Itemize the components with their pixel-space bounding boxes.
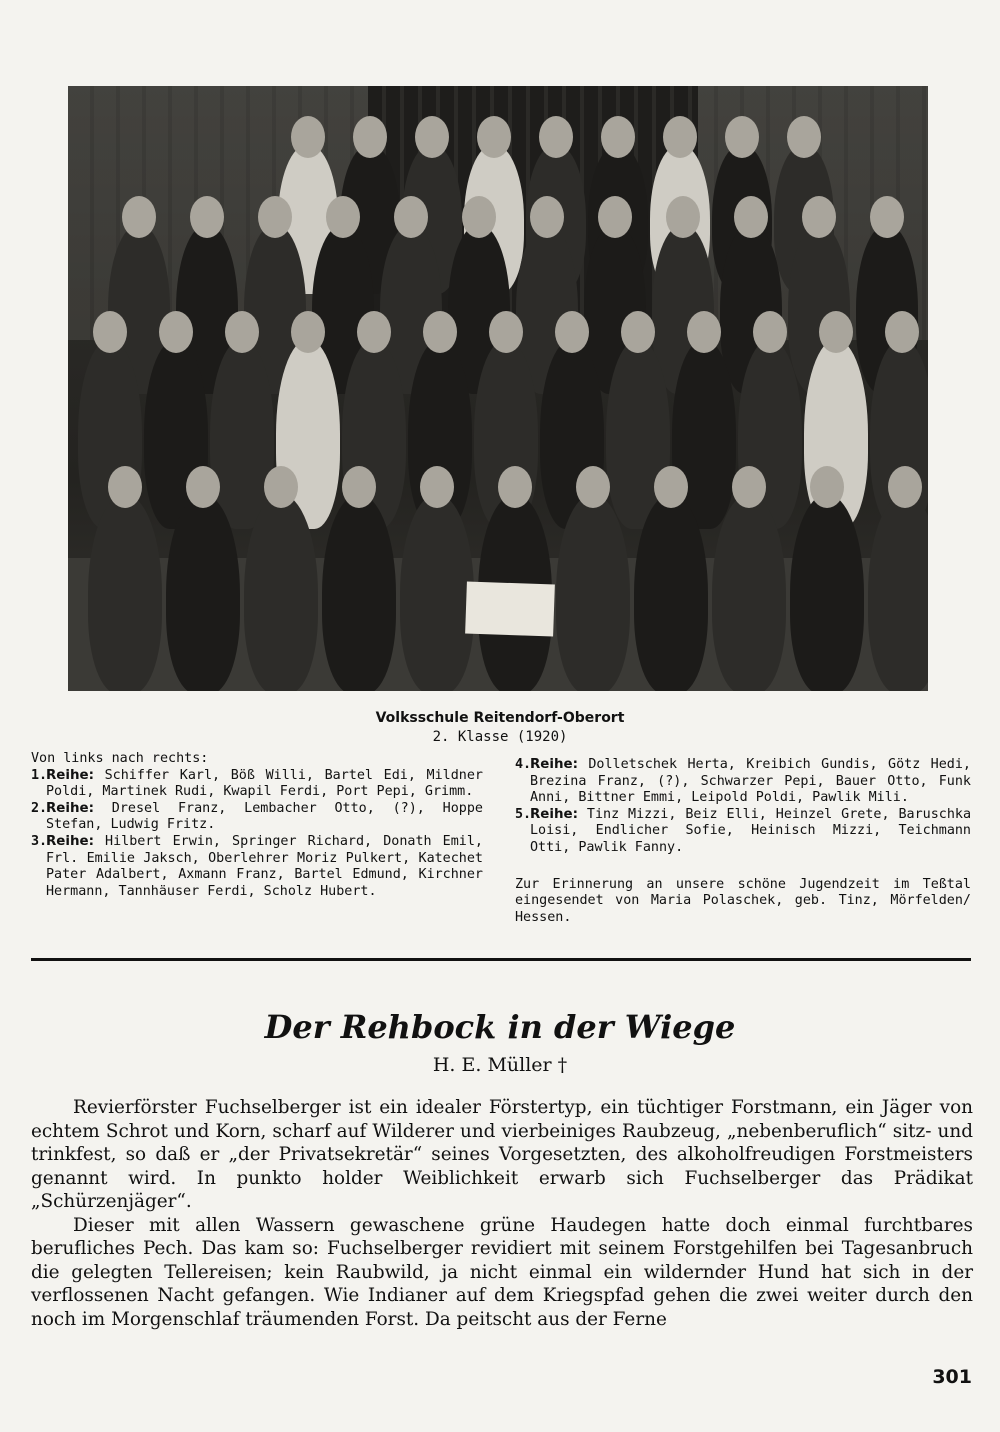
photo-figure xyxy=(88,494,162,691)
row-label: Reihe: xyxy=(46,833,94,849)
article-title: Der Rehbock in der Wiege xyxy=(264,1008,736,1046)
photo-face xyxy=(423,311,457,353)
photo-face xyxy=(601,116,635,158)
photo-face xyxy=(122,196,156,238)
photo-face xyxy=(420,466,454,508)
photo-face xyxy=(498,466,532,508)
photo-face xyxy=(291,311,325,353)
photo-face xyxy=(291,116,325,158)
caption-row-entry xyxy=(31,834,483,900)
row-label: Reihe: xyxy=(530,806,578,822)
photo-face xyxy=(326,196,360,238)
article-paragraph: Dieser mit allen Wassern gewaschene grüne Haudegen hatte doch einmal furchtbares berufliches Pech. Das kam so: Fuchselberger revidiert mit seinem Forstgehilfen bei Tagesanbruch die gelegten Tellereisen; kein Raubwild, ja nicht einmal ein wildernder Hund hat sich in der verflossenen Nacht gefangen. Wie Indianer auf dem Kriegspfad gehen die zwei weiter durch den noch im Morgenschlaf träumenden Forst. Da peitscht aus der Ferne xyxy=(31,1214,973,1330)
caption-title: Volksschule Reitendorf-Oberort xyxy=(375,710,625,726)
photo-face xyxy=(734,196,768,238)
photo-face xyxy=(787,116,821,158)
photo-face xyxy=(555,311,589,353)
photo-face xyxy=(725,116,759,158)
photo-face xyxy=(888,466,922,508)
photo-face xyxy=(802,196,836,238)
photo-face xyxy=(663,116,697,158)
row-number: 3. xyxy=(31,833,48,849)
photo-face xyxy=(489,311,523,353)
caption-row-entry xyxy=(31,768,483,801)
caption-row-entry xyxy=(31,801,483,834)
photo-face xyxy=(621,311,655,353)
photo-figure xyxy=(400,494,474,691)
photo-slate xyxy=(465,581,555,636)
photo-figure xyxy=(868,494,928,691)
section-divider xyxy=(31,958,971,961)
photo-face xyxy=(539,116,573,158)
row-names: Dresel Franz, Lembacher Otto, (?), Hoppe Stefan, Ludwig Fritz. xyxy=(46,800,483,833)
row-number: 5. xyxy=(515,806,532,822)
photo-figure xyxy=(790,494,864,691)
row-label: Reihe: xyxy=(46,767,94,783)
photo-face xyxy=(186,466,220,508)
row-number: 1. xyxy=(31,767,48,783)
photo-face xyxy=(732,466,766,508)
article-paragraph: Revierförster Fuchselberger ist ein idealer Förstertyp, ein tüchtiger Forstmann, ein Jäger von echtem Schrot und Korn, scharf auf Wilderer und vierbeiniges Raubzeug, „nebenberuflich“ sitz- und trinkfest, so daß er „der Privatsekretär“ seines Vorgesetzten, des alkoholfreudigen Forstmeisters genannt wird. In punkto holder Weiblichkeit erwarb sich Fuchselberger das Prädikat „Schürzenjäger“. xyxy=(31,1097,973,1212)
photo-face xyxy=(819,311,853,353)
caption-memo: Zur Erinnerung an unsere schöne Jugendzeit im Teßtal eingesendet von Maria Polaschek, geb. Tinz, Mörfelden/ Hessen. xyxy=(515,876,971,925)
photo-face xyxy=(810,466,844,508)
caption-left-column xyxy=(31,751,483,900)
photo-face xyxy=(576,466,610,508)
row-number: 2. xyxy=(31,800,48,816)
photo-face xyxy=(462,196,496,238)
photo-figure xyxy=(166,494,240,691)
page-number: 301 xyxy=(932,1366,972,1388)
photo-face xyxy=(353,116,387,158)
photo-face xyxy=(159,311,193,353)
photo-figure xyxy=(634,494,708,691)
photo-face xyxy=(687,311,721,353)
photo-face xyxy=(342,466,376,508)
photo-face xyxy=(666,196,700,238)
caption-subtitle: 2. Klasse (1920) xyxy=(432,729,568,745)
photo-face xyxy=(264,466,298,508)
caption-right-column xyxy=(515,757,971,926)
photo-face xyxy=(477,116,511,158)
class-photo xyxy=(68,86,928,691)
photo-face xyxy=(258,196,292,238)
photo-face xyxy=(357,311,391,353)
caption-intro: Von links nach rechts: xyxy=(31,751,209,766)
row-label: Reihe: xyxy=(530,757,578,772)
article-author: H. E. Müller † xyxy=(432,1054,568,1076)
photo-face xyxy=(190,196,224,238)
row-label: Reihe: xyxy=(46,800,94,816)
photo-figure xyxy=(244,494,318,691)
photo-face xyxy=(598,196,632,238)
row-names: Tinz Mizzi, Beiz Elli, Heinzel Grete, Baruschka Loisi, Endlicher Sofie, Heinisch Mizzi, Teichmann Otti, Pawlik Fanny. xyxy=(530,806,971,855)
caption-row-entry xyxy=(515,807,971,857)
row-names: Dolletschek Herta, Kreibich Gundis, Götz Hedi, Brezina Franz, (?), Schwarzer Pepi, Bauer Otto, Funk Anni, Bittner Emmi, Leipold Poldi, Pawlik Mili. xyxy=(530,757,971,806)
photo-face xyxy=(654,466,688,508)
photo-figure xyxy=(712,494,786,691)
photo-face xyxy=(108,466,142,508)
article-body xyxy=(31,1096,973,1331)
photo-figure xyxy=(210,339,274,529)
photo-face xyxy=(93,311,127,353)
photo-figure xyxy=(556,494,630,691)
photo-face xyxy=(225,311,259,353)
photo-face xyxy=(870,196,904,238)
photo-face xyxy=(394,196,428,238)
row-number: 4. xyxy=(515,757,532,772)
photo-face xyxy=(415,116,449,158)
photo-figure xyxy=(322,494,396,691)
photo-face xyxy=(753,311,787,353)
caption-row-entry xyxy=(515,757,971,807)
row-names: Schiffer Karl, Böß Willi, Bartel Edi, Mildner Poldi, Martinek Rudi, Kwapil Ferdi, Port Pepi, Grimm. xyxy=(46,767,483,800)
row-names: Hilbert Erwin, Springer Richard, Donath Emil, Frl. Emilie Jaksch, Oberlehrer Moriz Pulkert, Katechet Pater Adalbert, Axmann Franz, Bartel Edmund, Kirchner Hermann, Tannhäuser Ferdi, Scholz Hubert. xyxy=(46,833,483,899)
photo-face xyxy=(530,196,564,238)
photo-face xyxy=(885,311,919,353)
